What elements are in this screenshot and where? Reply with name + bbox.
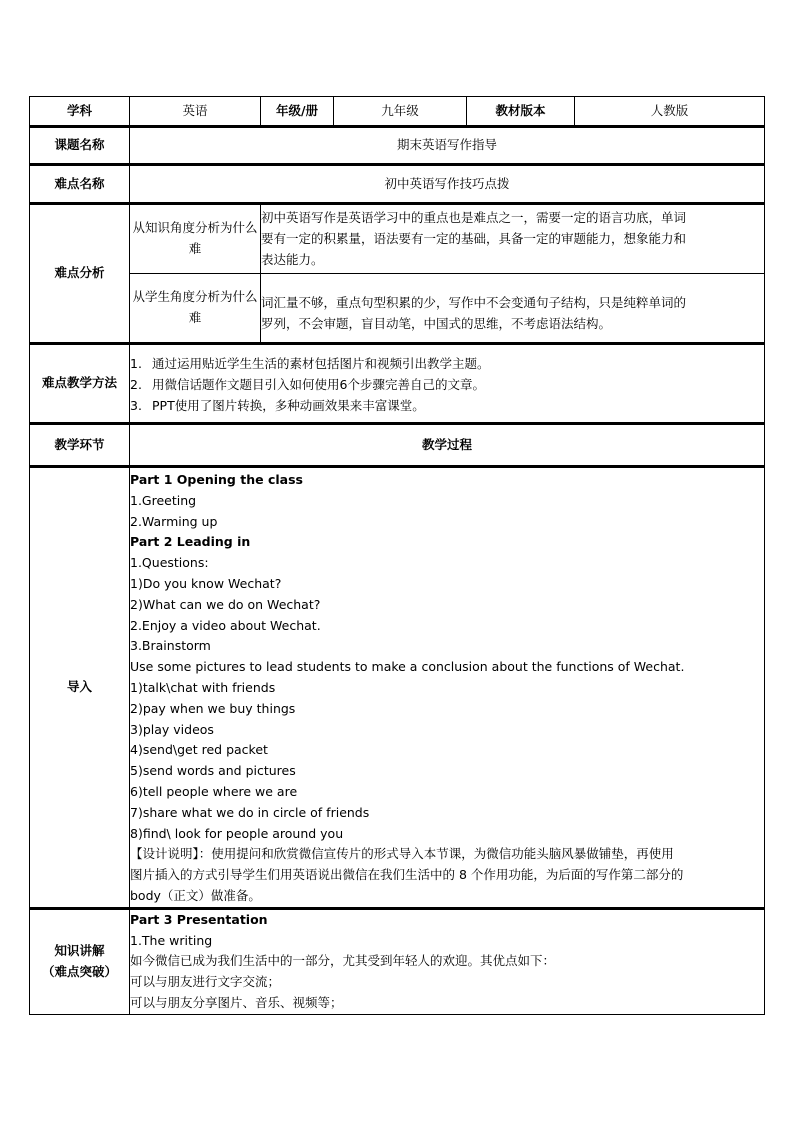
content-line: Part 2 Leading in — [130, 534, 251, 550]
content-line: 1.Greeting — [130, 492, 197, 508]
process-label: 教学过程 — [130, 424, 765, 467]
edition-label: 教材版本 — [467, 97, 575, 127]
knowledge-line: 表达能力。 — [261, 251, 324, 267]
content-line: 4)send\get red packet — [130, 742, 268, 758]
knowledge-line: 初中英语写作是英语学习中的重点也是难点之一，需要一定的语言功底，单词 — [261, 210, 687, 226]
content-line: Part 3 Presentation — [130, 911, 268, 927]
header-row — [30, 97, 765, 127]
topic-row — [30, 127, 765, 165]
knowledge-line: 要有一定的积累量，语法要有一定的基础，具备一定的审题能力，想象能力和 — [261, 231, 687, 247]
method-item: 2. 用微信话题作文题目引入如何使用6个步骤完善自己的文章。 — [130, 376, 485, 392]
content-line: 2.Warming up — [130, 513, 218, 529]
difficulty-row — [30, 165, 765, 204]
methods-row — [30, 344, 765, 424]
student-angle-label — [130, 274, 261, 344]
methods-content — [130, 344, 765, 424]
content-line: 1)Do you know Wechat? — [130, 575, 282, 591]
knowledge-angle-text: 从知识角度分析为什么难 — [132, 220, 258, 256]
student-line: 罗列，不会审题，盲目动笔，中国式的思维，不考虑语法结构。 — [261, 316, 612, 331]
content-line: 5)send words and pictures — [130, 763, 296, 779]
knowledge-row — [30, 908, 765, 1014]
content-line: 1)talk\chat with friends — [130, 679, 276, 695]
difficulty-value: 初中英语写作技巧点拨 — [130, 165, 765, 204]
content-line: 2)What can we do on Wechat? — [130, 596, 321, 612]
knowledge-label-line2: （难点突破） — [41, 963, 117, 979]
content-line: 2.Enjoy a video about Wechat. — [130, 617, 321, 633]
analysis-label: 难点分析 — [30, 204, 130, 344]
stage-label: 教学环节 — [30, 424, 130, 467]
process-header-row — [30, 424, 765, 467]
content-line: 【设计说明】：使用提问和欣赏微信宣传片的形式导入本节课，为微信功能头脑风暴做铺垫，再使用 — [130, 846, 674, 862]
content-line: 可以与朋友进行文字交流； — [130, 974, 281, 990]
method-item: 3. PPT使用了图片转换，多种动画效果来丰富课堂。 — [130, 397, 425, 413]
content-line: 可以与朋友分享图片、音乐、视频等； — [130, 994, 343, 1010]
analysis-knowledge-row — [30, 204, 765, 274]
topic-label: 课题名称 — [30, 127, 130, 165]
content-line: Part 1 Opening the class — [130, 472, 303, 487]
subject-value: 英语 — [130, 97, 261, 127]
intro-label: 导入 — [30, 467, 130, 909]
lesson-plan-table — [29, 96, 765, 1015]
difficulty-label: 难点名称 — [30, 165, 130, 204]
content-line: body（正文）做准备。 — [130, 887, 261, 903]
content-line: 如今微信已成为我们生活中的一部分，尤其受到年轻人的欢迎。其优点如下： — [130, 953, 556, 969]
content-line: 3)play videos — [130, 721, 214, 737]
content-line: 1.Questions: — [130, 555, 209, 571]
student-line: 词汇量不够，重点句型积累的少，写作中不会变通句子结构，只是纯粹单词的 — [261, 295, 687, 311]
intro-row — [30, 467, 765, 909]
grade-value: 九年级 — [334, 97, 467, 127]
knowledge-content — [130, 908, 765, 1014]
student-angle-content — [261, 274, 765, 344]
content-line: 1.The writing — [130, 932, 213, 948]
student-angle-text: 从学生角度分析为什么难 — [132, 289, 258, 325]
knowledge-label-line1: 知识讲解 — [54, 942, 105, 958]
grade-label: 年级/册 — [261, 97, 334, 127]
method-item: 1. 通过运用贴近学生生活的素材包括图片和视频引出教学主题。 — [130, 355, 490, 371]
edition-value: 人教版 — [575, 97, 765, 127]
intro-content — [130, 467, 765, 909]
subject-label: 学科 — [30, 97, 130, 127]
methods-list — [130, 353, 764, 416]
knowledge-angle-content — [261, 204, 765, 274]
methods-label: 难点教学方法 — [30, 344, 130, 424]
content-line: 图片插入的方式引导学生们用英语说出微信在我们生活中的 8 个作用功能，为后面的写作第二部分的 — [130, 867, 684, 883]
knowledge-angle-label — [130, 204, 261, 274]
knowledge-label — [30, 908, 130, 1014]
content-line: 6)tell people where we are — [130, 783, 298, 799]
content-line: Use some pictures to lead students to make a conclusion about the functions of Wechat. — [130, 659, 685, 675]
content-line: 2)pay when we buy things — [130, 700, 296, 716]
content-line: 7)share what we do in circle of friends — [130, 804, 370, 820]
content-line: 8)find\ look for people around you — [130, 825, 344, 841]
analysis-student-row — [30, 274, 765, 344]
content-line: 3.Brainstorm — [130, 638, 211, 654]
topic-value: 期末英语写作指导 — [130, 127, 765, 165]
